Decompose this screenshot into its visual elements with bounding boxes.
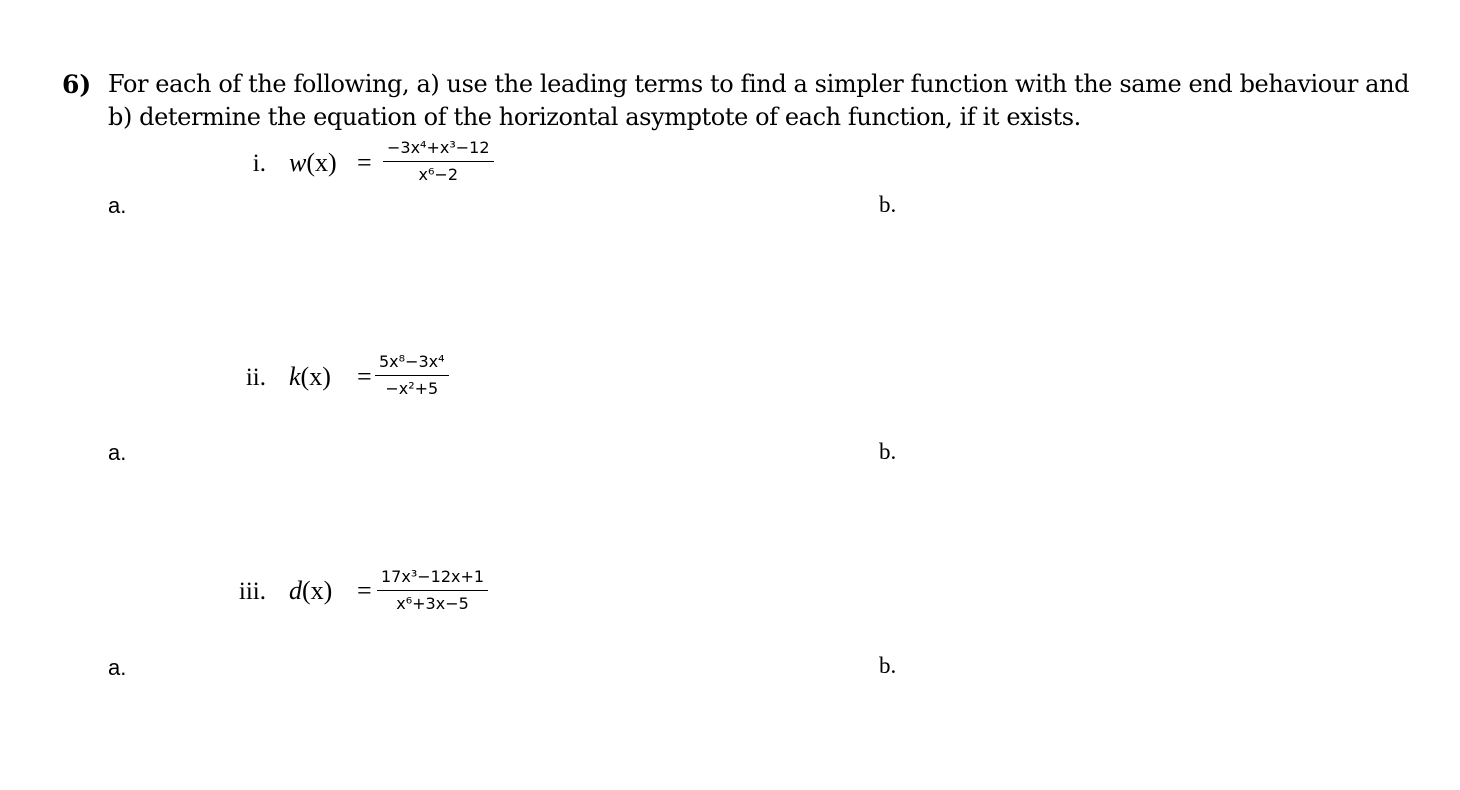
part-i-denominator	[415, 162, 462, 185]
part-iii-equals: =	[357, 576, 372, 605]
part-ii-function-name	[289, 362, 331, 392]
part-i-function-variable: (x)	[306, 148, 337, 177]
part-i-denominator-text: x⁶−2	[418, 165, 458, 184]
part-iii-numerator-text: 17x³−12x+1	[381, 567, 485, 586]
part-ii-equals: =	[357, 362, 372, 391]
part-iii-answer-a-label: a.	[108, 655, 127, 680]
part-ii-denominator	[381, 376, 442, 399]
part-iii-denominator	[392, 591, 473, 614]
part-i-function-letter: w	[289, 148, 307, 177]
part-ii-fraction	[375, 352, 449, 399]
part-ii-numerator-text: 5x⁸−3x⁴	[379, 352, 445, 371]
part-iii-function-name	[289, 576, 332, 606]
question-text-line-1: For each of the following, a) use the leading terms to find a simpler function with the same end behaviour and	[108, 70, 1410, 98]
part-ii-numerator	[375, 352, 449, 375]
question-text-line-2: b) determine the equation of the horizontal asymptote of each function, if it exists.	[108, 103, 1081, 131]
part-ii-function-letter: k	[289, 362, 301, 391]
part-ii-function-variable: (x)	[300, 362, 331, 391]
part-iii-answer-b-label: b.	[879, 653, 897, 678]
question-number: 6)	[62, 70, 92, 99]
part-iii-function-variable: (x)	[302, 576, 333, 605]
part-ii-answer-a-label: a.	[108, 440, 127, 465]
part-ii-label: ii.	[245, 364, 266, 391]
part-i-answer-b-label: b.	[879, 192, 897, 217]
part-iii-denominator-text: x⁶+3x−5	[396, 594, 469, 613]
part-iii-fraction	[377, 567, 488, 614]
part-iii-function-letter: d	[289, 576, 302, 605]
part-i-answer-a-label: a.	[108, 193, 127, 218]
part-i-equals: =	[357, 148, 372, 177]
part-iii-numerator	[377, 567, 488, 590]
part-i-label: i.	[252, 150, 266, 177]
part-i-numerator-text: −3x⁴+x³−12	[387, 138, 490, 157]
part-i-fraction	[383, 138, 494, 185]
part-i-numerator	[383, 138, 494, 161]
part-ii-answer-b-label: b.	[879, 439, 897, 464]
part-iii-label: iii.	[238, 578, 266, 605]
part-ii-denominator-text: −x²+5	[385, 379, 439, 398]
part-i-function-name	[289, 148, 337, 178]
